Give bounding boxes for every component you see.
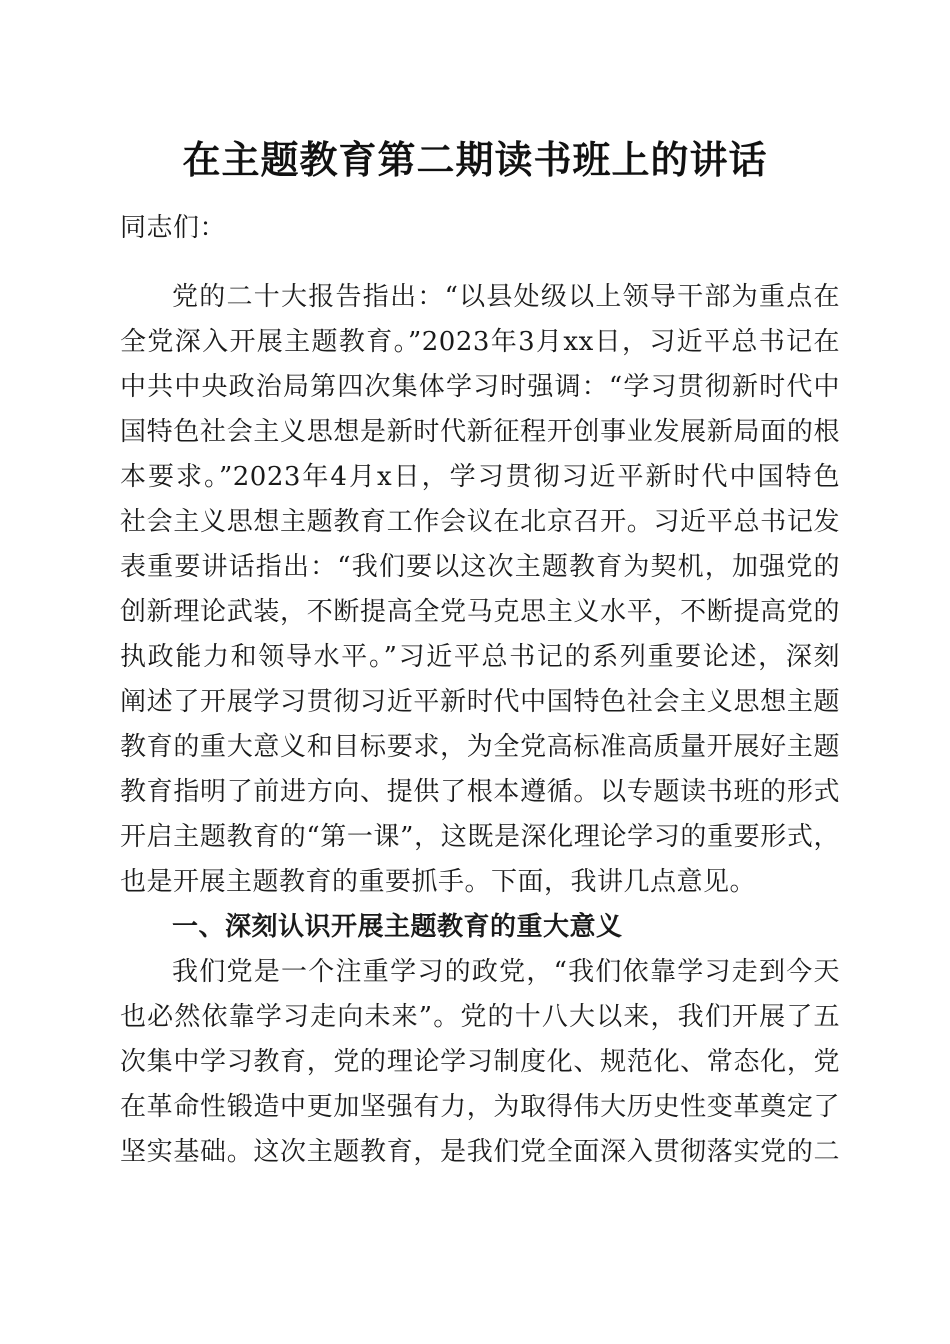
section-heading-1: 一、深刻认识开展主题教育的重大意义 [172,912,623,942]
paragraph1-line-5: 本要求。”2023年4月x日，学习贯彻习近平新时代中国特色 [120,462,840,492]
paragraph2-line-1: 我们党是一个注重学习的政党，“我们依靠学习走到今天 [172,957,840,987]
paragraph1-line-12: 教育指明了前进方向、提供了根本遵循。以专题读书班的形式 [120,777,840,807]
paragraph1-line-13: 开启主题教育的“第一课”，这既是深化理论学习的重要形式， [120,822,840,852]
paragraph2-line-4: 在革命性锻造中更加坚强有力，为取得伟大历史性变革奠定了 [120,1092,840,1122]
paragraph1-line-1: 党的二十大报告指出：“以县处级以上领导干部为重点在 [172,282,840,312]
paragraph1-line-3: 中共中央政治局第四次集体学习时强调：“学习贯彻新时代中 [120,372,840,402]
paragraph1-line-2: 全党深入开展主题教育。”2023年3月xx日，习近平总书记在 [120,327,840,357]
paragraph1-line-7: 表重要讲话指出：“我们要以这次主题教育为契机，加强党的 [120,552,840,582]
paragraph1-line-11: 教育的重大意义和目标要求，为全党高标准高质量开展好主题 [120,732,840,762]
paragraph1-line-10: 阐述了开展学习贯彻习近平新时代中国特色社会主义思想主题 [120,687,840,717]
paragraph1-line-8: 创新理论武装，不断提高全党马克思主义水平，不断提高党的 [120,597,840,627]
paragraph1-line-14: 也是开展主题教育的重要抓手。下面，我讲几点意见。 [120,867,757,897]
document-title: 在主题教育第二期读书班上的讲话 [182,137,768,182]
paragraph2-line-2: 也必然依靠学习走向未来”。党的十八大以来，我们开展了五 [120,1002,840,1032]
paragraph2-line-3: 次集中学习教育，党的理论学习制度化、规范化、常态化，党 [120,1047,840,1077]
paragraph1-line-9: 执政能力和领导水平。”习近平总书记的系列重要论述，深刻 [120,642,840,672]
paragraph1-line-6: 社会主义思想主题教育工作会议在北京召开。习近平总书记发 [120,507,840,537]
paragraph2-line-5: 坚实基础。这次主题教育，是我们党全面深入贯彻落实党的二 [120,1137,840,1167]
salutation: 同志们： [120,213,227,243]
paragraph1-line-4: 国特色社会主义思想是新时代新征程开创事业发展新局面的根 [120,417,840,447]
